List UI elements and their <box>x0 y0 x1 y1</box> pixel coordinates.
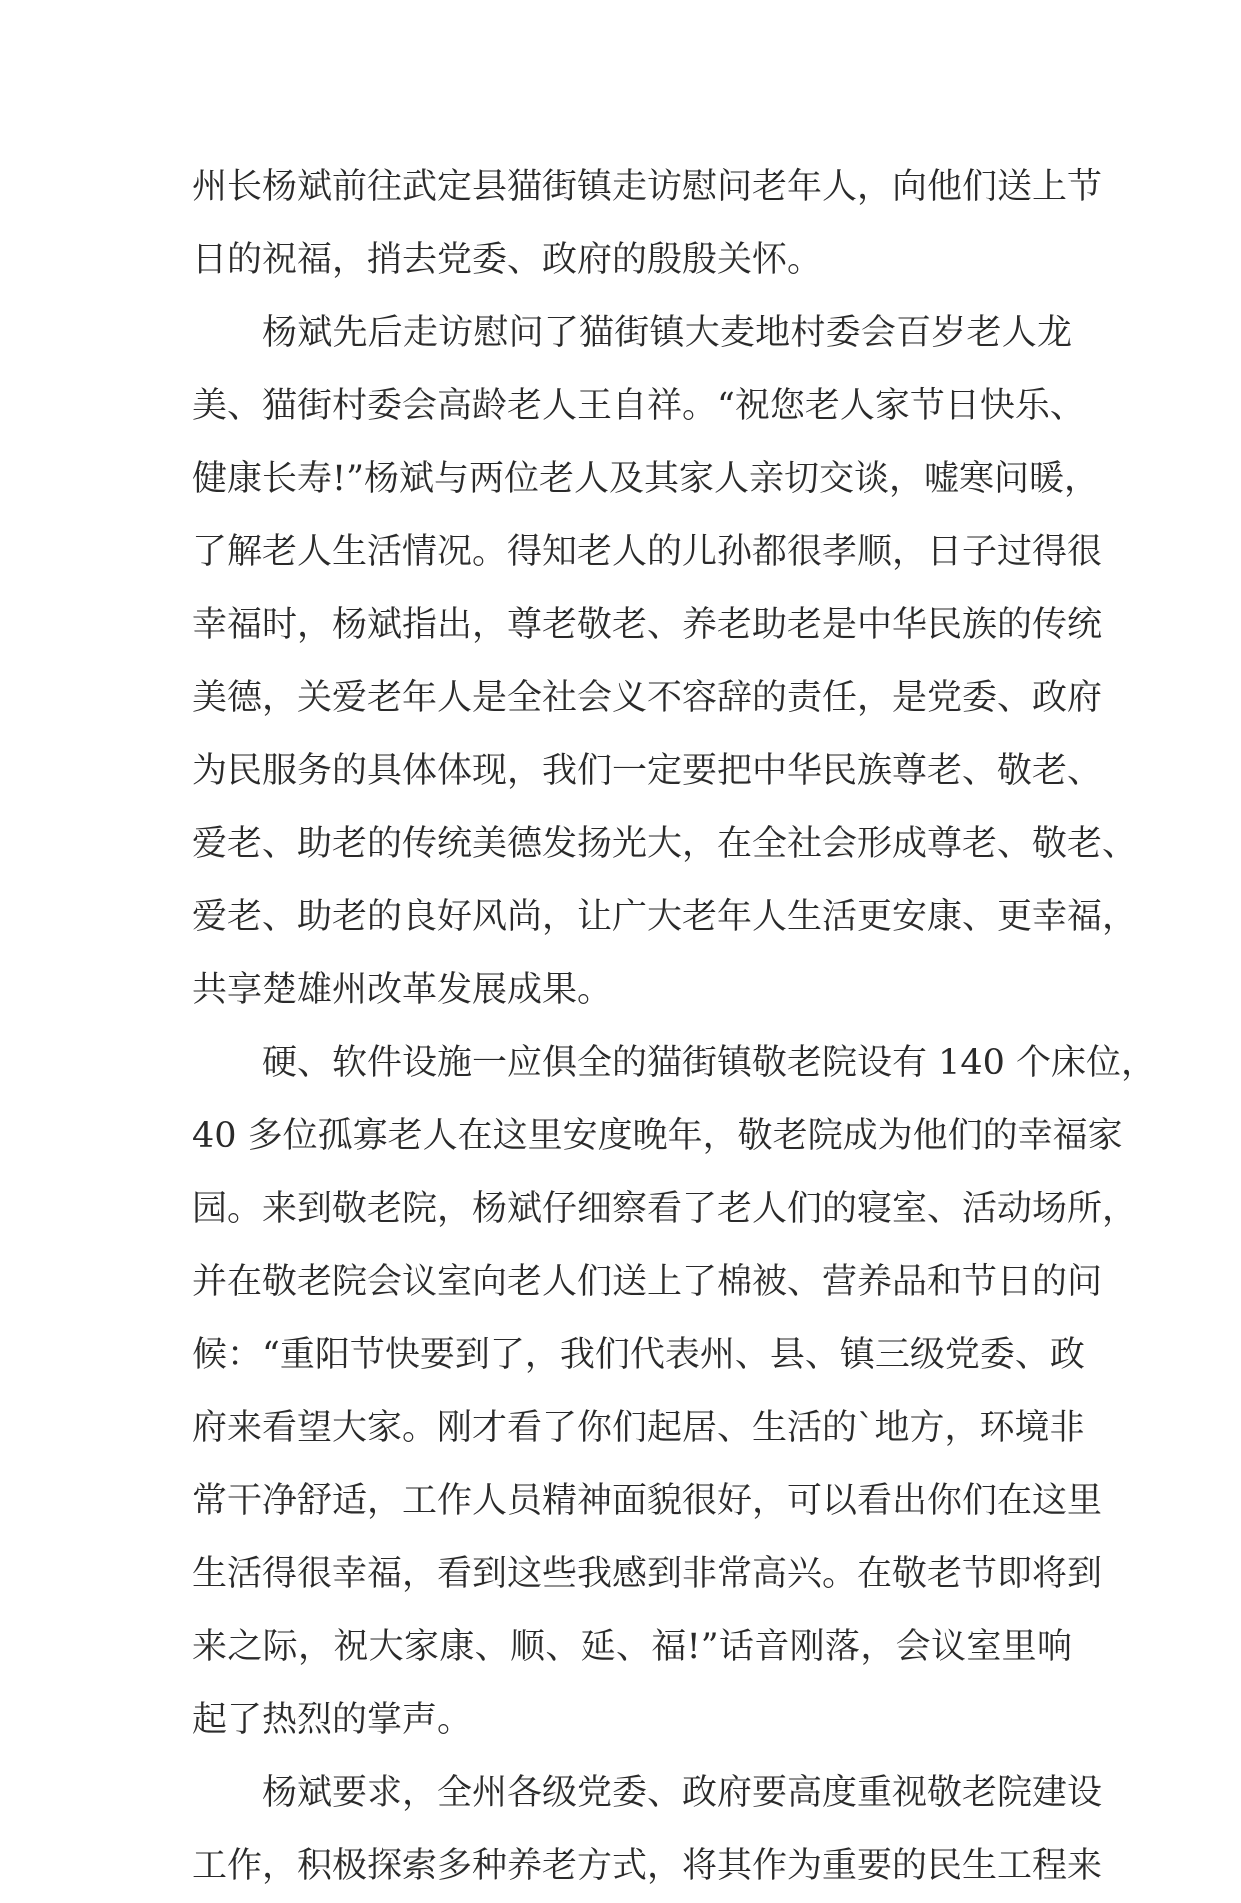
text-line: 常干净舒适，工作人员精神面貌很好，可以看出你们在这里 <box>192 1481 1103 1521</box>
text-line: 爱老、助老的良好风尚，让广大老年人生活更安康、更幸福， <box>192 897 1138 937</box>
text-line: 爱老、助老的传统美德发扬光大，在全社会形成尊老、敬老、 <box>192 824 1138 864</box>
text-line: 工作，积极探索多种养老方式，将其作为重要的民生工程来 <box>192 1846 1103 1886</box>
text-line: 府来看望大家。刚才看了你们起居、生活的`地方，环境非 <box>192 1408 1085 1448</box>
text-line: 共享楚雄州改革发展成果。 <box>192 970 613 1010</box>
paragraph-start-line: 硬、软件设施一应俱全的猫街镇敬老院设有 140 个床位， <box>262 1043 1157 1083</box>
text-line: 并在敬老院会议室向老人们送上了棉被、营养品和节日的问 <box>192 1262 1103 1302</box>
paragraph-start-line: 杨斌先后走访慰问了猫街镇大麦地村委会百岁老人龙 <box>262 313 1072 353</box>
text-line: 州长杨斌前往武定县猫街镇走访慰问老年人，向他们送上节 <box>192 167 1103 207</box>
text-line: 候：“重阳节快要到了，我们代表州、县、镇三级党委、政 <box>192 1335 1085 1375</box>
text-line: 来之际，祝大家康、顺、延、福!”话音刚落，会议室里响 <box>192 1627 1072 1667</box>
text-line: 健康长寿!”杨斌与两位老人及其家人亲切交谈，嘘寒问暖， <box>192 459 1099 499</box>
text-line: 生活得很幸福，看到这些我感到非常高兴。在敬老节即将到 <box>192 1554 1103 1594</box>
text-line: 日的祝福，捎去党委、政府的殷殷关怀。 <box>192 240 823 280</box>
text-line: 美、猫街村委会高龄老人王自祥。“祝您老人家节日快乐、 <box>192 386 1085 426</box>
text-line: 美德，关爱老年人是全社会义不容辞的责任，是党委、政府 <box>192 678 1103 718</box>
text-line: 为民服务的具体体现，我们一定要把中华民族尊老、敬老、 <box>192 751 1103 791</box>
article-body <box>192 151 1157 1903</box>
text-line: 起了热烈的掌声。 <box>192 1700 473 1740</box>
text-line: 了解老人生活情况。得知老人的儿孙都很孝顺，日子过得很 <box>192 532 1103 572</box>
text-line: 40 多位孤寡老人在这里安度晚年，敬老院成为他们的幸福家 <box>192 1116 1123 1156</box>
text-line: 幸福时，杨斌指出，尊老敬老、养老助老是中华民族的传统 <box>192 605 1103 645</box>
paragraph-start-line: 杨斌要求，全州各级党委、政府要高度重视敬老院建设 <box>262 1773 1103 1813</box>
text-line: 园。来到敬老院，杨斌仔细察看了老人们的寝室、活动场所， <box>192 1189 1138 1229</box>
